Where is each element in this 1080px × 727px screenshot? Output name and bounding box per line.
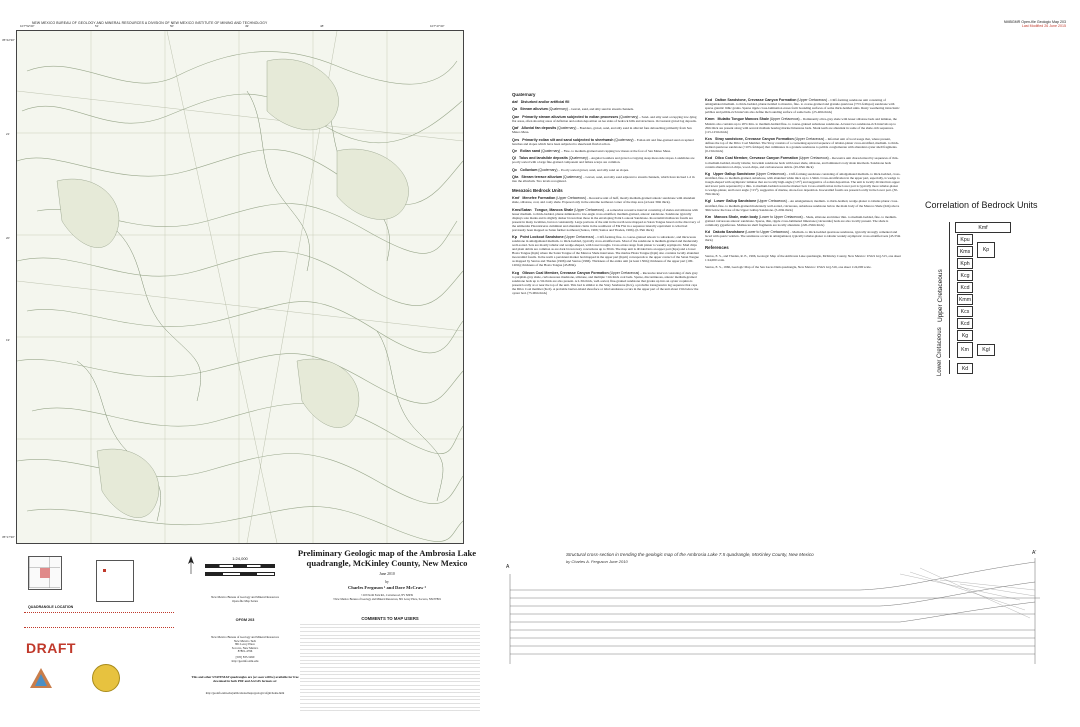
unit-age: (Upper Cretaceous) [757,199,787,204]
map-authors: Charles Ferguson ¹ and Dave McCraw ² [347,585,427,590]
corr-unit-kp: Kp [977,242,995,258]
correlation-title: Correlation of Bedrock Units [925,200,1038,210]
legend-unit [512,208,700,232]
unit-name: Dilco Coal Member, Crevasse Canyon Formation [715,156,799,161]
corr-unit-kd: Kd [957,363,973,374]
legend-column-2 [705,98,901,272]
unit-symbol: Kd [705,230,711,235]
cross-section [480,544,1070,714]
unit-age: (Quaternary) [619,114,639,119]
legend-unit [512,138,700,146]
map-number: NMBGMR Open-file Geologic Map 203 [1003,20,1066,24]
mesozoic-heading: Mesozoic Bedrock Units [512,188,563,194]
quadrangle-location-label: QUADRANGLE LOCATION [28,605,74,609]
unit-name: Point Lookout Sandstone [520,235,564,240]
last-modified: Last Modified 26 June 2015 [1021,24,1066,28]
contact-web[interactable]: http://geoinfo.nmt.edu [231,658,259,663]
legend-unit [705,172,901,196]
legend-unit [512,168,700,172]
title-line-2: quadrangle, McKinley County, New Mexico [306,558,468,568]
legend-unit [705,98,901,114]
unit-name: Eolian sand [520,148,541,153]
unit-description: – Poorly sorted gravel, sand, and silty sand on slopes. [558,167,630,172]
unit-name: Mulatto Tongue Mancos Shale [717,117,769,122]
map-tick-top-2: 51' [95,24,99,28]
map-tick-left-3: 20' [6,236,10,240]
header-agency: NEW MEXICO BUREAU OF GEOLOGY AND MINERAL RESOURCES A DIVISION OF NEW MEXICO INSTITUTE OF MINING AND TECHNOLOGY [32,21,268,25]
unit-name: Dakota Sandstone [713,230,745,235]
corr-unit-kms: Kms [957,246,973,257]
nmbgmr-logo [30,668,52,688]
map-tick-left-2: 21' [6,132,10,136]
unit-age: (Quaternary) [557,126,577,131]
unit-description: – Dominantly olive-gray shale with lesser siltstone beds and laminae, the Mulatto also contains up to 20% thin- to medium-bedded fine- to coarse-grained subarkose sandstone. At least two sandstone-rich intervals up to 20m thick are present along with several mollusk bearing marine limestone beds. Shark teeth are abundant in some of the shale-rich sequences. (115-125m thick) [705,117,897,134]
unit-name: Stray sandstone, Crevasse Canyon Formation [714,136,794,141]
section-end-a: A [506,564,510,570]
header-right [930,20,1066,28]
legend-unit [512,235,700,267]
unit-symbol: Km [705,214,712,219]
unit-symbol: Kp [512,235,518,240]
statemap-note: This and other STATEMAP quadrangles are (or soon will be) available for free download in both PDF and ArcGIS formats at: [191,675,299,683]
unit-description: – A somewhat recessive interval consisting of shales and siltstone with lesser medium- to thick-bedded, planar-laminated to low-angle cross-stratified, medium-grained, arkosic sandstone. Sandstone typically displays sole marks and is slightly darker brown than those in the enveloping Point Lookout Sandstone. Inoceramid molluscan fossils are present in many localities, but not consistently. Large portions of the unit in the north were mapped as Satan Tongue based on the discovery of the ammonite Placenticeras cumminsi and abundant clams in the southwest of Elk Flat in a sequence laterally equivalent to what had previously been mapped as Satan further northeast (Santos, 1966; Santos and Thaden, 1966). (0-35m thick) [512,207,700,232]
unit-age: (Upper Cretaceous) [564,235,595,240]
by-label: by [385,580,389,584]
unit-description: – Gravel, sand, and silty sand adjacent to stream channels, which have incised 1-2 m into the alluvium. Two levels recognized. [512,174,695,184]
unit-name: Primarily stream alluvium subjected to eolian processes [522,114,619,119]
unit-age: (Upper Cretaceous) [798,156,829,161]
draft-disclaimer [24,612,174,628]
unit-description: – Cliff-forming fine- to coarse-grained arkosic to subarkosic, and micaceous sandstone in amalgamated medium- to thick-bedded, typically cross-stratified sets. Most of the sandstone is medium-grained and moderately well-sorted. Sets are mostly tabular and wedge-shaped, with lower troughs. Cross-strata range from planar to weakly asymptotic. Mud chips and plant debris are common as are dark brown rusty concretions up to 30cm. The map unit is divided into an upper part (Kpu) and a lower Hosta Tongue (Kph) where the Satan Tongue of the Mancos Shale intervenes. The marine Hosta Tongue (Kph) also contains locally abundant inoceramid fossils. In the north a persistent marker bed mapped in the upper part (Kpm) corresponds to the upper contact of the Satan Tongue as mapped by Santos and Thaden (1966) and Santos (1966). Thickness of the entire unit (at least 150m); thickness of the upper part (100-120m); thickness of the Hosta Tongue (45-80m). [512,235,699,268]
unit-age: (Quaternary) [614,137,634,142]
unit-symbol: Kcd [705,156,713,161]
corr-unit-kg: Kg [957,330,973,341]
unit-description: – Cliff-forming sandstone consisting of amalgamated medium- to thick-bedded, cross-stratified, fine- to medium-grained, subarkose, with abundant white mica up to 1.5mm. Cross-stratification in the upper part, especially, is wedge to trough-shaped with asymptotic laminae that are locally high-angle (>25°) and suggestive of eolian deposition. The unit is locally divided into upper and lower parts separated by a thin- to medium-bedded recessive marker bed. Cross-stratification in the lower part is typically more tabular-planar to wedge-planar, and lower angle (<15°), suggestive of marine, shore-face deposition. Inoceramid fossils are present locally in the lower part. (30-70m thick) [705,171,901,197]
map-tick-top-3: 50' [170,24,174,28]
legend-unit [705,137,901,153]
unit-description: – Recessive unit characterized by sequences of thin- to medium-bedded, mostly tabular, brownish sandstone beds with lesser shale, siltstone, and laminated coaly shale interbeds. Sandstone beds contain abundant rod-chips, wood-chips, and carbonaceous debris. (45-65m thick) [705,156,899,169]
cross-section-title: Structural cross-section in trending the geologic map of the Ambrosia Lake 7.5 quadrangle, McKinley County, New Mexico [566,552,814,557]
section-end-a-prime: A' [1032,550,1037,556]
correlation-chart [925,218,1075,378]
unit-age: (Quaternary) [562,174,583,179]
comments-text [300,624,480,714]
map-tick-top-6: 107°47'30" [430,24,445,28]
contact-phone: [505] 835-5490 [235,654,255,659]
unit-name: Tongue, Mancos Shale [534,207,574,212]
quad-highlight [40,568,50,578]
title-line-1: Preliminary Geologic map of the Ambrosia Lake [297,548,477,558]
cross-section-subtitle: by Charles A. Ferguson June 2010 [566,559,628,564]
unit-description: – Recessive interval consisting of dark gray to purplish-gray shale, carbonaceous mudstone, siltstone, and multiple <1m thick coal beds. Sparse, discontinuous, arkosic medium-grained sandstone beds up to 5m thick are also present. A 2-3m thick, well-sorted, fine-grained sandstone that grades up into an oyster coquina is present locally at or near the top of the unit. This bed is similar to the Stray Sandstone (Kcs), a probable transgressive lag sequence that caps the Dilco Coal member (Kcd). A probable barrier-island shoreface or tidal sandstone occurs in the upper part of the unit about 15m below the oyster bed. (75-90m thick) [512,270,699,295]
unit-symbol: Qes [512,137,520,142]
contact-line-5: 87801-4796 [237,649,253,654]
corr-unit-kcs: Kcs [957,306,973,317]
state-outline [96,560,134,602]
unit-name: Stream terrace alluvium [521,174,563,179]
unit-name: Menefee Formation [522,196,556,201]
upper-cretaceous-label: Upper Cretaceous [937,269,944,322]
legend-unit [512,100,700,104]
author-affiliation-1: ¹ 218 North Fork Rd., Cottonwood, NV 82939 [361,594,413,597]
unit-age: (Quaternary) [541,148,561,153]
unit-age: (Upper Cretaceous) [794,136,825,141]
corr-unit-kcd-lower: Kcd [957,318,973,329]
unit-symbol: Kgl [705,199,712,204]
map-date: June 2010 [379,572,395,576]
draft-stamp: DRAFT [26,640,76,656]
unit-age: (Lower to Upper Cretaceous) [745,230,789,235]
unit-age: (Upper Cretaceous) [609,270,640,275]
legend-unit [705,230,901,242]
unit-symbol: Kcd [705,98,713,102]
series-block [200,596,290,603]
unit-symbol: Kmm [705,117,715,122]
scale-ratio: 1:24,000 [232,556,248,561]
unit-description: – Gravel, sand, and silty sand in stream channels. [568,107,634,112]
map-tick-left-5: 35°17'30" [2,535,15,539]
unit-name: Disturbed and/or artificial fill [520,100,570,105]
corr-unit-kcd-upper: Kcd [957,282,973,293]
unit-name: Colluvium [520,167,538,172]
contact-line-1: New Mexico Bureau of Geology and Mineral Resources [211,635,279,639]
unit-symbol: Kg [705,171,711,176]
unit-symbol: Qa [512,107,518,112]
map-tick-top-1: 107°52'30" [20,24,35,28]
unit-description: – Eolian silt and fine-grained sand on upland benches and slopes which have been subjected to sheetwash fluvial action. [512,137,694,146]
corr-unit-kmm: Kmm [957,294,973,305]
legend-unit [512,196,700,204]
unit-symbol: Qe [512,148,518,153]
map-tick-top-5: 48' [320,24,324,28]
unit-name: Talus and landslide deposits [519,156,568,161]
unit-symbol: Qta [512,174,519,179]
author-affiliation-2: ² New Mexico Bureau of Geology and Mineral Resources, 801 Leroy Place, Socorro, NM 87801 [332,598,442,601]
contact-line-3: 801 Leroy Place [235,642,255,647]
unit-description: – Shale, siltstone and minor thin- to medium-bedded, fine- to medium-grained calcareous arkosic sandstone. Sparse, thin, ripple cross-laminated limestone (calcarenite) beds are also locally present. The shale is commonly gypsiferous. Molluscan shell fragments are locally abundant. (220-250m thick) [705,214,897,227]
map-tick-top-4: 49' [245,24,249,28]
corr-unit-kpu: Kpu [957,234,973,245]
unit-name: Dalton Sandstone, Crevasse Canyon Formation [715,98,797,102]
legend-unit [705,215,901,227]
scale-block [205,556,275,576]
unit-description: – Sand- and silty sand occupying low-lying flat areas, often showing areas of deflation and eolian deposition on lee sides of bedrock hills and structures. Occasional gravel lag deposits. [512,114,697,123]
map-title [290,548,484,568]
contact-line-2: New Mexico Tech [233,638,257,643]
legend-unit [512,175,700,183]
unit-description: – Cliff-forming sandstone unit consisting of amalgamated medium- to thick-bedded, planar-bedded to massive, fine- to coarse-grained and granule quartzose (±5% feldspar) sandstone with sparse granitic lithic grains. Sparse ripple cross-lamination zones form bounding surfaces of some thick-bedded units. Rusty weathering intraclastic pebbles and pebble-rich intervals also define the bounding surface of some beds. (25-40m thick) [705,98,900,115]
corr-unit-kmf: Kmf [955,222,1011,233]
unit-name: Primarily eolian silt and sand subjected to sheetwash [522,137,614,142]
unit-symbol: Kmf [512,196,520,201]
legend-unit [512,149,700,153]
unit-age: (Lower to Upper Cretaceous) [758,214,803,219]
legend-unit [705,117,901,133]
unit-name: Lower Gallup Sandstone [714,199,757,204]
unit-age: (Upper Cretaceous) [769,117,800,122]
map-tick-left-1: 35°22'30" [2,38,15,42]
unit-age: (Quaternary) [548,107,568,112]
scale-bar [205,564,275,568]
corr-unit-km: Km [957,342,973,358]
unit-description: – Boulders, gravel, sand, and silty sand in alluvial fans debouching primarily from San Mateo Mesa. [512,126,692,135]
unit-age: (Upper Cretaceous) [797,98,828,102]
contact-line-4: Socorro, New Mexico [231,645,259,650]
cross-section-drawing [480,544,1070,714]
reference-item: Santos, E. S., and Thaden, R. E., 1966, Geologic Map of the Ambrosia Lake quadrangle, McKinley County, New Mexico: USGS GQ-515, one sheet 1:24,000 scale. [705,253,901,262]
unit-name: Upper Gallup Sandstone [713,171,755,176]
map-drawing [17,31,463,543]
quad-index [28,556,62,590]
unit-description: – Recessive unit of buff, mostly medium-grained arkosic sandstone with abundant shale, siltstone, coal, and coaly shale. Exposed only in the extreme northeast corner of the map area (at least 30m thick). [512,196,696,205]
unit-symbol: Qc [512,167,518,172]
unit-symbol: Qae [512,114,520,119]
geologic-map[interactable] [16,30,464,544]
references-heading: References [705,245,729,251]
unit-age: (Upper Cretaceous) [755,171,786,176]
unit-age: (Upper Cretaceous) [556,196,586,201]
unit-symbol: daf [512,100,518,105]
unit-description: – Fine- to medium-grained sand capping low mesas at the foot of San Mateo Mesa. [561,148,671,153]
unit-symbol: Kms/Satan [512,207,532,212]
legend-unit [512,156,700,164]
download-url[interactable]: http://geoinfo.nmt.edu/publications/maps/geologic/ofgm/home.html [205,691,285,695]
corr-unit-kgl: Kgl [977,344,995,356]
series-line-1: New Mexico Bureau of Geology and Mineral Resources [211,595,279,599]
legend-unit [512,271,700,295]
corr-unit-kph: Kph [957,258,973,269]
unit-description: – Medium- to thick-bedded quartzose sandstone, typically strongly cemented and laced with quartz veinlets. The sandstone occurs in amalgamated, typically tabular-planar to tabular weakly asymptotic cross-stratified sets (45-55m thick) [705,230,901,243]
legend-unit [512,115,700,123]
contact-block [200,636,290,663]
lower-cretaceous-label: Lower Cretaceous [937,327,943,376]
corr-unit-kcg: Kcg [957,270,973,281]
comments-heading: COMMENTS TO MAP USERS [361,616,419,621]
unit-symbol: Qaf [512,126,519,131]
unit-description: – Informal unit of local usage that, where present, defines the top of the Dilco Coal Member. The Stray consists of a coarsening-upward sequence of tabular-planar cross-stratified, medium- to thick-bedded quartzose sandstone (<10% feldspar) that culminates in a granule sandstone to pebble conglomerate with abundant oyster shell fragments. (0-15m thick) [705,136,900,154]
unit-age: (Upper Cretaceous) [574,207,604,212]
unit-symbol: Ql [512,156,517,161]
unit-age: (Quaternary) [568,156,588,161]
legend-unit [512,107,700,111]
unit-name: Gibson Coal Member, Crevasse Canyon Formation [522,270,609,275]
legend-unit [512,126,700,134]
unit-name: Stream alluvium [520,107,548,112]
unit-name: Mancos Shale, main body [714,214,759,219]
unit-age: (Quaternary) [538,167,558,172]
legend-unit [705,156,901,168]
unit-description: – An amalgamated, medium- to thick-bedded, wedge-planar to tabular-planar cross-stratified, fine- to medium-grained moderately well-sorted, calcareous, subarkose sandstone below the main body of the Mancos Shale (Km) above 30m below the base of the Upper Gallup Sandstone. (5-20m thick) [705,199,900,212]
unit-description: – Angular boulders and gravel occupying steep mesa side slopes. Landslides are poorly sorted with a large fine-grained component and failure scarps are common. [512,156,695,165]
ofgm-number: OFGM 203 [235,618,255,622]
north-arrow-icon [188,556,194,574]
legend-column-1 [512,90,700,298]
quaternary-heading: Quaternary [512,92,536,97]
unit-symbol: Kcg [512,270,520,275]
legend-unit [705,199,901,211]
unit-symbol: Kcs [705,136,712,141]
map-tick-left-4: 19' [6,338,10,342]
series-line-2: Open-file Map Series [232,598,258,603]
reference-item: Santos, E. S., 1966, Geologic Map of the San Lucas Dam quadrangle, New Mexico: USGS GQ-516, one sheet 1:24,000 scale. [705,264,872,269]
new-mexico-tech-seal [92,664,120,692]
unit-name: Alluvial fan deposits [521,126,557,131]
